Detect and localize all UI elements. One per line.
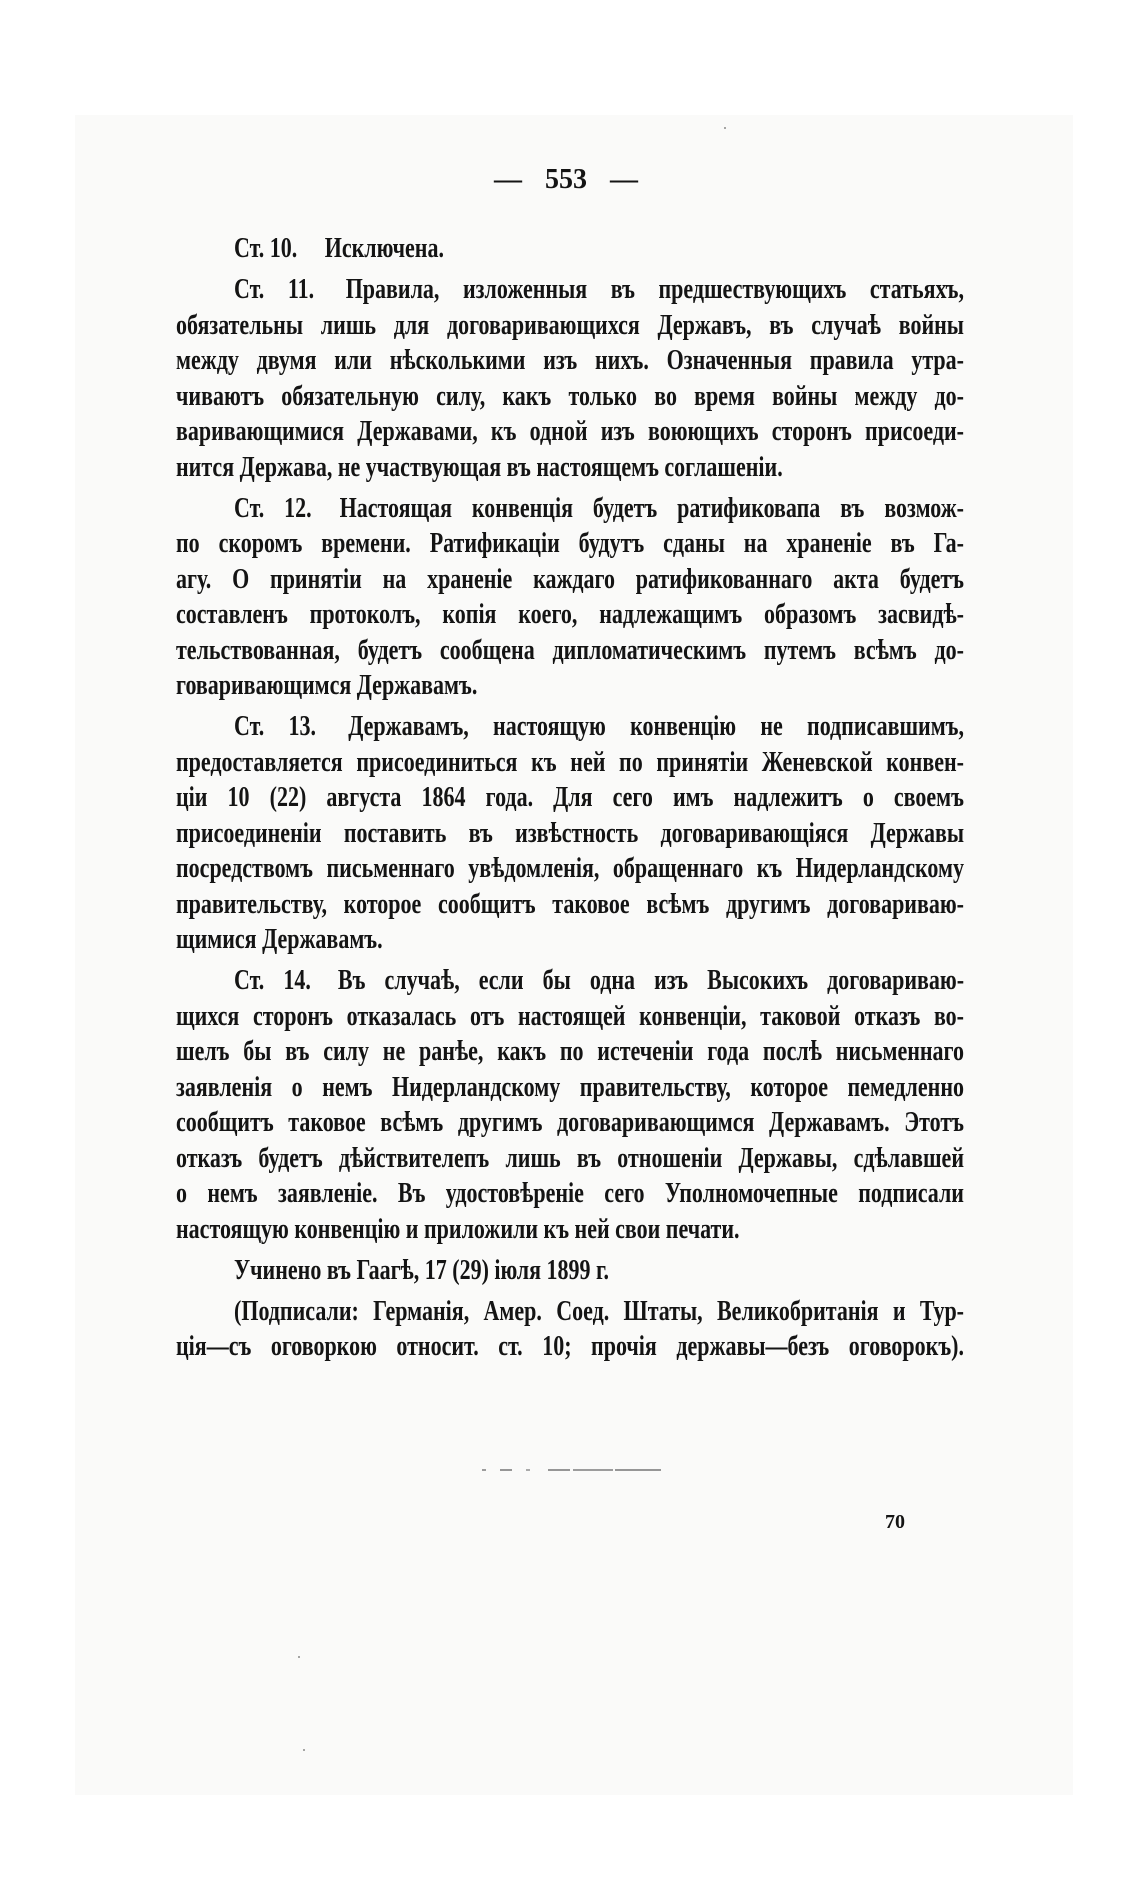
article-line: щимися Державамъ. [176,922,383,955]
article-line: ціи 10 (22) августа 1864 года. Для сего имъ надлежитъ о своемъ [176,780,964,813]
article-line: нится Держава, не участвующая въ настоящемъ соглашеніи. [176,450,783,483]
article-line: заявленія о немъ Нидерландскому правительству, которое пемедленно [176,1070,964,1103]
article-line: посредствомъ письменнаго увѣдомленія, обращеннаго къ Нидерландскому [176,851,964,884]
article-line: обязательны лишь для договаривающихся Державъ, въ случаѣ войны [176,308,964,341]
decorative-rule [475,1462,670,1478]
article-line: сообщитъ таковое всѣмъ другимъ договаривающимся Державамъ. Этотъ [176,1105,964,1138]
article-text: Исключена. [324,231,444,264]
article-line: чиваютъ обязательную силу, какъ только во время войны между до- [176,379,964,412]
article-line: тельствованная, будетъ сообщена дипломатическимъ путемъ всѣмъ до- [176,633,964,666]
article-line: шелъ бы въ силу не ранѣе, какъ по истеченіи года послѣ нисьменнаго [176,1034,964,1067]
sheet-signature-number: 70 [885,1511,905,1533]
article-12 [176,491,964,704]
article-text: Правила, изложенныя въ предшествующихъ статьяхъ, [345,272,965,305]
scan-speck [298,1656,300,1658]
article-line: присоединеніи поставить въ извѣстность договаривающіяся Державы [176,816,964,849]
article-label: Ст. 14. [234,963,311,996]
document-body [176,231,964,1365]
article-14 [176,963,964,1247]
article-line [176,225,964,270]
article-line: щихся сторонъ отказалась отъ настоящей конвенціи, таковой отказъ во- [176,999,964,1032]
article-line: говаривающимся Державамъ. [176,668,478,701]
article-line: составленъ протоколъ, копія коего, надлежащимъ образомъ засвидѣ- [176,597,964,630]
article-text: Державамъ, настоящую конвенцію не подписавшимъ, [348,709,965,742]
article-label: Ст. 11. [234,272,315,305]
article-11 [176,272,964,485]
signatories-note [176,1294,964,1365]
article-13 [176,709,964,958]
page-number-header: — 553 — [494,164,638,195]
article-text: Настоящая конвенція будетъ ратификовапа въ возмож- [339,491,965,524]
closing-line: Учинено въ Гаагѣ, 17 (29) іюля 1899 г. [234,1253,610,1286]
article-label: Ст. 10. [234,231,298,264]
article-text: Въ случаѣ, если бы одна изъ Высокихъ договариваю- [337,963,965,996]
article-label: Ст. 12. [234,491,312,524]
closing-statement [176,1253,964,1289]
article-line: о немъ заявленіе. Въ удостовѣреніе сего Уполномочепные подписали [176,1176,964,1209]
article-10 [176,231,964,267]
signatories-line: ція—съ оговоркою относит. ст. 10; прочія державы—безъ оговорокъ). [176,1329,964,1362]
article-line: отказъ будетъ дѣйствителепъ лишь въ отношеніи Державы, сдѣлавшей [176,1141,964,1174]
article-label: Ст. 13. [234,709,316,742]
article-line: агу. О принятіи на храненіе каждаго ратификованнаго акта будетъ [176,562,964,595]
article-line: варивающимися Державами, къ одной изъ воюющихъ сторонъ присоеди- [176,414,964,447]
article-line: правительству, которое сообщитъ таковое всѣмъ другимъ договариваю- [176,887,964,920]
scan-speck [303,1749,305,1751]
article-line: между двумя или нѣсколькими изъ нихъ. Означенныя правила утра- [176,343,964,376]
article-line: предоставляется присоединиться къ ней по принятіи Женевской конвен- [176,745,964,778]
scan-speck [724,127,726,129]
article-line: настоящую конвенцію и приложили къ ней свои печати. [176,1212,740,1245]
signatories-line: (Подписали: Германія, Амер. Соед. Штаты, Великобританія и Тур- [234,1294,964,1327]
article-line: по скоромъ времени. Ратификаціи будутъ сданы на храненіе въ Га- [176,526,964,559]
